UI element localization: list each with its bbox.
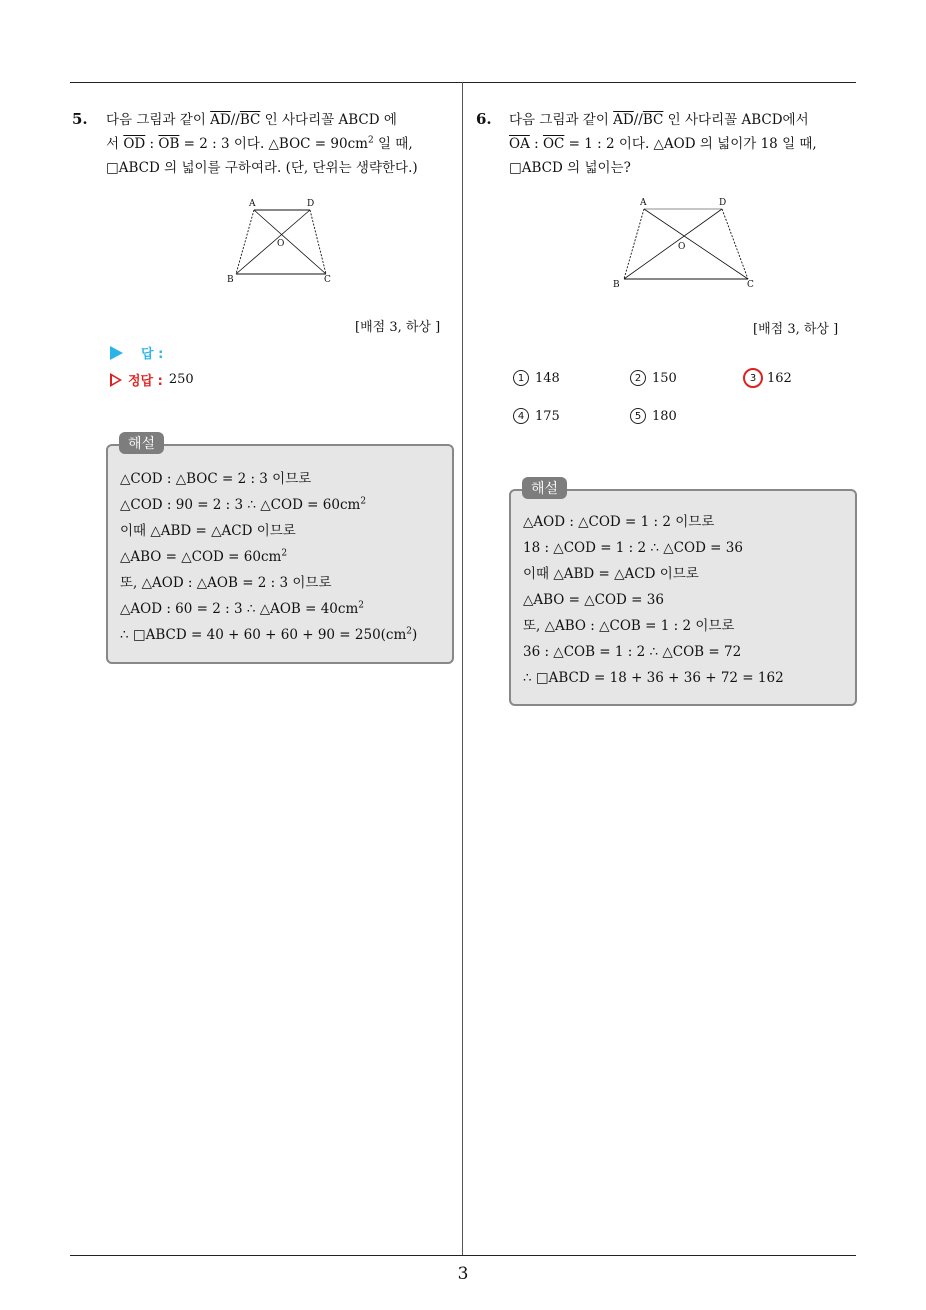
play-arrow-icon bbox=[110, 346, 123, 360]
q5-label-d: D bbox=[307, 199, 315, 209]
question-6-number: 6. bbox=[476, 110, 492, 128]
solution-line: △COD : 90 = 2 : 3 ∴ △COD = $60cm^2$ bbox=[120, 496, 367, 513]
solution-line: 또, △ABO : △COB = 1 : 2 이므로 bbox=[523, 618, 735, 634]
choice-4[interactable]: 4 175 bbox=[513, 408, 560, 424]
question-6-solution-tag: 해설 bbox=[522, 477, 567, 499]
page-number: 3 bbox=[457, 1264, 469, 1284]
q6-label-b: B bbox=[613, 280, 620, 290]
solution-line: △ABO = △COD = $60cm^2$ bbox=[120, 548, 288, 565]
top-rule bbox=[70, 82, 856, 83]
solution-line: 이때 △ABD = △ACD 이므로 bbox=[120, 523, 296, 539]
q6-label-c: C bbox=[747, 280, 754, 290]
choice-1-mark: 1 bbox=[513, 370, 529, 386]
correct-answer-value: 250 bbox=[168, 372, 194, 387]
q5-label-c: C bbox=[324, 275, 331, 285]
choice-4-mark: 4 bbox=[513, 408, 529, 424]
q5-label-b: B bbox=[227, 275, 234, 285]
solution-line: △COD : △BOC = 2 : 3 이므로 bbox=[120, 471, 312, 487]
q5-label-o: O bbox=[277, 239, 285, 249]
question-6-solution-box bbox=[509, 489, 857, 706]
choice-1[interactable]: 1 148 bbox=[513, 370, 560, 386]
question-5-answer-row bbox=[110, 343, 163, 362]
question-5-solution-box bbox=[106, 444, 454, 664]
q5-label-a: A bbox=[249, 199, 256, 209]
question-5-trapezoid-figure bbox=[222, 196, 337, 288]
choice-2[interactable]: 2 150 bbox=[630, 370, 677, 386]
choice-2-mark: 2 bbox=[630, 370, 646, 386]
question-6-score: [배점 3, 하상 ] bbox=[753, 322, 839, 337]
solution-line: ∴ □ABCD = $40 + 60 + 60 + 90 = 250(cm^2)$ bbox=[120, 626, 418, 643]
correct-label: 정답 : bbox=[128, 374, 163, 389]
q6-label-d: D bbox=[719, 198, 727, 208]
choice-5[interactable]: 5 180 bbox=[630, 408, 677, 424]
choice-3-mark-circled-red: 3 bbox=[743, 368, 763, 388]
solution-line: 이때 △ABD = △ACD 이므로 bbox=[523, 566, 699, 582]
choice-3[interactable]: 3 162 bbox=[745, 368, 792, 388]
solution-line: △AOD : △COD = 1 : 2 이므로 bbox=[523, 514, 715, 530]
question-5-number: 5. bbox=[72, 110, 88, 128]
question-5-correct-row bbox=[110, 370, 194, 389]
bottom-rule bbox=[70, 1255, 856, 1256]
answer-label: 답 : bbox=[141, 347, 164, 362]
q6-label-a: A bbox=[640, 198, 647, 208]
question-6-text: 다음 그림과 같이 $\overline{AD}//\overline{BC}$ 인 사다리꼴 ABCD에서 $\overline{OA}$ : $\overline{OC} = 1$ : 2 이다. △AOD 의 넓이가 18 일 때, □ABCD 의 넓이는? bbox=[509, 112, 817, 176]
question-5-solution-tag: 해설 bbox=[119, 432, 164, 454]
solution-line: 또, △AOD : △AOB = 2 : 3 이므로 bbox=[120, 575, 332, 591]
column-divider bbox=[462, 82, 463, 1256]
solution-line: 18 : △COD = 1 : 2 ∴ △COD = 36 bbox=[523, 540, 743, 556]
question-5-text: 다음 그림과 같이 $\overline{AD}//\overline{BC}$ 인 사다리꼴 ABCD 에 서 $\overline{OD}$ : $\overline{OB} = 2$ : 3 이다. △BOC = $90cm^2$ 일 때, □ABCD 의 넓이를 구하여라. (단, 단위는 생략한다.) bbox=[106, 112, 418, 176]
solution-line: ∴ □ABCD = 18 + 36 + 36 + 72 = 162 bbox=[523, 670, 784, 686]
solution-line: 36 : △COB = 1 : 2 ∴ △COB = 72 bbox=[523, 644, 742, 660]
choice-5-mark: 5 bbox=[630, 408, 646, 424]
question-5-score: [배점 3, 하상 ] bbox=[355, 320, 441, 335]
outline-arrow-icon bbox=[110, 373, 122, 387]
q6-label-o: O bbox=[678, 242, 686, 252]
question-6-trapezoid-figure bbox=[608, 193, 760, 293]
solution-line: △AOD : 60 = 2 : 3 ∴ △AOB = $40cm^2$ bbox=[120, 600, 364, 617]
solution-line: △ABO = △COD = 36 bbox=[523, 592, 664, 608]
